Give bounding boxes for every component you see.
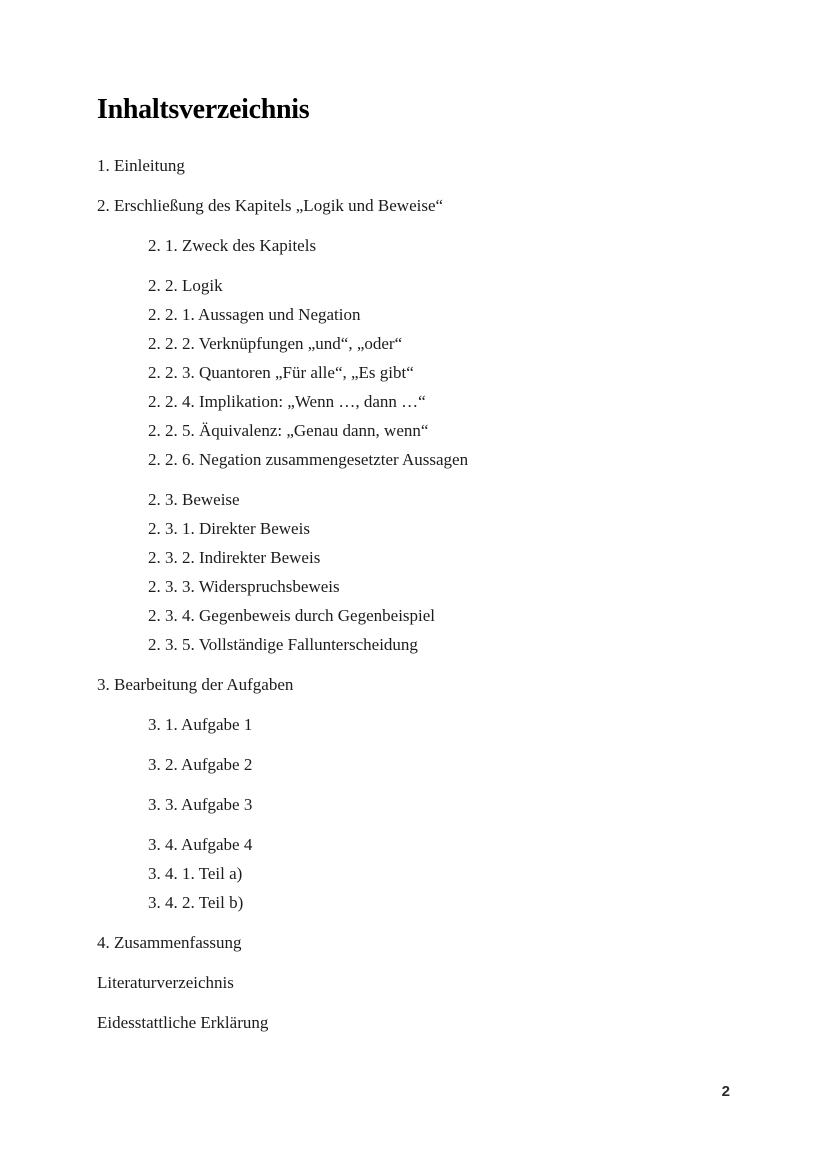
toc-block-4 xyxy=(97,928,731,957)
toc-block-literaturverzeichnis xyxy=(97,968,731,997)
toc-entry-2-1-zweck: 2. 1. Zweck des Kapitels xyxy=(148,236,317,255)
toc-entry-2-2-2-verknuepfungen: 2. 2. 2. Verknüpfungen „und“, „oder“ xyxy=(148,334,403,353)
toc-entry-2-2-3-quantoren: 2. 2. 3. Quantoren „Für alle“, „Es gibt“ xyxy=(148,363,414,382)
toc-entry-1-einleitung: 1. Einleitung xyxy=(97,156,185,175)
page-number: 2 xyxy=(721,1083,730,1100)
page-title: Inhaltsverzeichnis xyxy=(97,94,310,125)
toc-entry-3-2-aufgabe-2: 3. 2. Aufgabe 2 xyxy=(148,755,253,774)
toc-entry-3-3-aufgabe-3: 3. 3. Aufgabe 3 xyxy=(148,795,253,814)
toc-block-2-1 xyxy=(97,231,731,260)
toc-entry-2-3-5-fallunterscheidung: 2. 3. 5. Vollständige Fallunterscheidung xyxy=(148,635,418,654)
toc-block-3 xyxy=(97,670,731,699)
toc-block-3-4 xyxy=(97,830,731,917)
toc-entry-2-3-4-gegenbeweis: 2. 3. 4. Gegenbeweis durch Gegenbeispiel xyxy=(148,606,436,625)
toc-entry-2-2-5-aequivalenz: 2. 2. 5. Äquivalenz: „Genau dann, wenn“ xyxy=(148,421,429,440)
toc-block-1 xyxy=(97,151,731,180)
toc-entry-3-4-1-teil-a: 3. 4. 1. Teil a) xyxy=(148,864,243,883)
toc-entry-3-1-aufgabe-1: 3. 1. Aufgabe 1 xyxy=(148,715,253,734)
toc-entry-2-2-4-implikation: 2. 2. 4. Implikation: „Wenn …, dann …“ xyxy=(148,392,426,411)
toc-entry-eidesstattliche-erklaerung: Eidesstattliche Erklärung xyxy=(97,1013,269,1032)
toc-block-3-1 xyxy=(97,710,731,739)
toc-block-3-3 xyxy=(97,790,731,819)
toc-entry-2-3-1-direkter-beweis: 2. 3. 1. Direkter Beweis xyxy=(148,519,310,538)
toc-entry-3-4-aufgabe-4: 3. 4. Aufgabe 4 xyxy=(148,835,253,854)
toc-entry-2-2-logik: 2. 2. Logik xyxy=(148,276,223,295)
toc-entry-literaturverzeichnis: Literaturverzeichnis xyxy=(97,973,234,992)
toc-block-3-2 xyxy=(97,750,731,779)
toc-entry-2-3-3-widerspruchsbeweis: 2. 3. 3. Widerspruchsbeweis xyxy=(148,577,340,596)
toc-block-eidesstattliche-erklaerung xyxy=(97,1008,731,1037)
toc-entry-2-3-2-indirekter-beweis: 2. 3. 2. Indirekter Beweis xyxy=(148,548,321,567)
toc-entry-3-bearbeitung: 3. Bearbeitung der Aufgaben xyxy=(97,675,294,694)
toc-entry-2-2-1-aussagen: 2. 2. 1. Aussagen und Negation xyxy=(148,305,361,324)
toc-entry-2-erschliessung: 2. Erschließung des Kapitels „Logik und Beweise“ xyxy=(97,196,444,215)
toc-block-2-2 xyxy=(97,271,731,474)
toc-entry-2-2-6-negation: 2. 2. 6. Negation zusammengesetzter Aussagen xyxy=(148,450,469,469)
toc-entry-3-4-2-teil-b: 3. 4. 2. Teil b) xyxy=(148,893,244,912)
toc-entry-4-zusammenfassung: 4. Zusammenfassung xyxy=(97,933,242,952)
toc-entry-2-3-beweise: 2. 3. Beweise xyxy=(148,490,240,509)
toc-block-2 xyxy=(97,191,731,220)
toc-block-2-3 xyxy=(97,485,731,659)
